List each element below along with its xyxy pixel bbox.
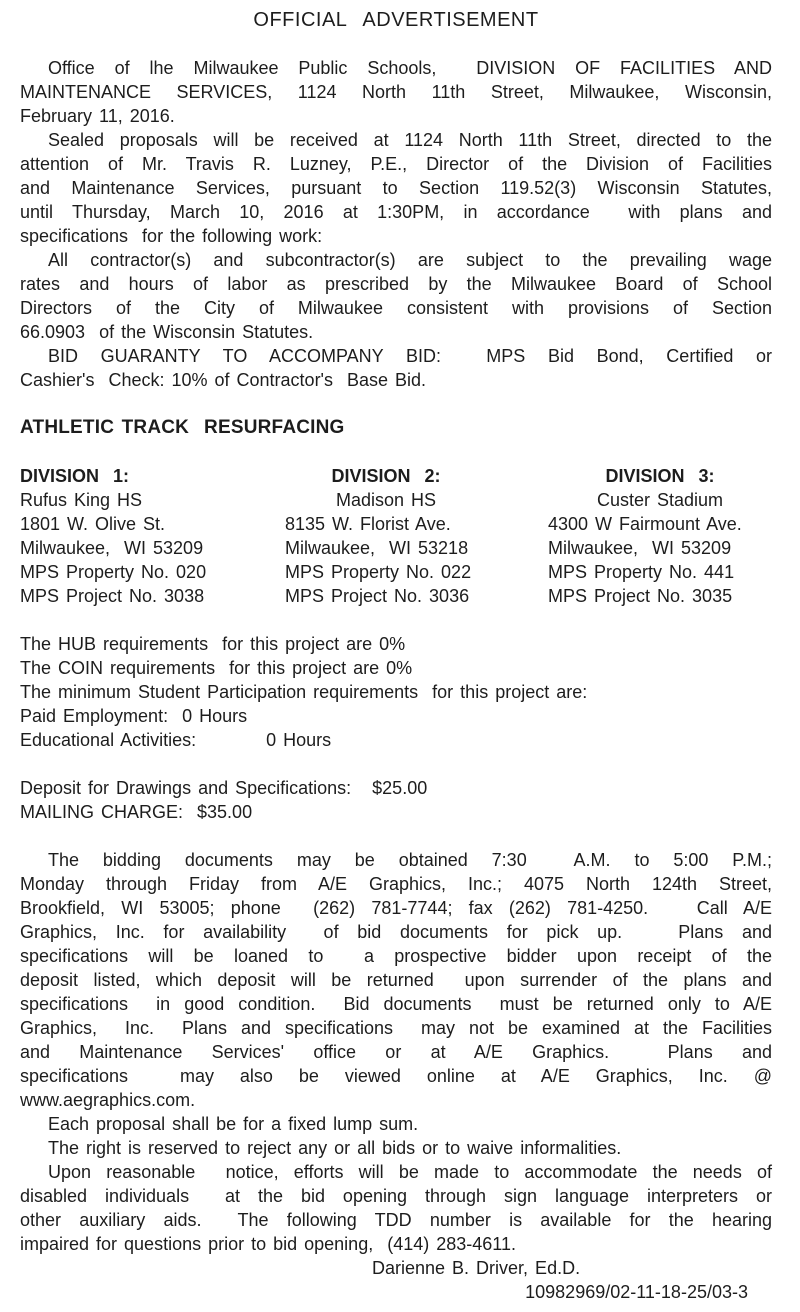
text-line: The bidding documents may be obtained 7:30 A.M. to 5:00 P.M.; — [48, 850, 772, 870]
paragraph — [20, 848, 772, 1112]
text-line: BID GUARANTY TO ACCOMPANY BID: MPS Bid Bond, Certified or — [48, 346, 772, 366]
signature-line: Darienne B. Driver, Ed.D. — [372, 1258, 581, 1278]
division-line: 1801 W. Olive St. — [20, 514, 166, 534]
text-line: Educational Activities: 0 Hours — [20, 730, 332, 750]
document-title: OFFICIAL ADVERTISEMENT — [253, 9, 539, 31]
paragraph — [20, 632, 772, 752]
division-line: MPS Property No. 441 — [548, 562, 735, 582]
division-line: 4300 W Fairmount Ave. — [548, 514, 742, 534]
text-line: specifications may also be viewed online at A/E Graphics, Inc. @ — [20, 1066, 772, 1086]
division-heading: DIVISION 2: — [331, 466, 441, 486]
division-column-3 — [548, 464, 772, 608]
paragraph — [20, 56, 772, 128]
text-line: Graphics, Inc. Plans and specifications may not be examined at the Facilities — [20, 1018, 772, 1038]
text-line: rates and hours of labor as prescribed by the Milwaukee Board of School — [20, 274, 772, 294]
text-line: All contractor(s) and subcontractor(s) are subject to the prevailing wage — [48, 250, 772, 270]
division-name: Madison HS — [335, 490, 437, 510]
division-name: Rufus King HS — [20, 490, 143, 510]
spacer — [20, 824, 772, 848]
spacer — [20, 752, 772, 776]
paragraph — [20, 1136, 772, 1160]
text-line: The COIN requirements for this project are 0% — [20, 658, 413, 678]
division-line: Milwaukee, WI 53209 — [548, 538, 732, 558]
spacer — [20, 32, 772, 56]
text-line: Paid Employment: 0 Hours — [20, 706, 248, 726]
paragraph — [20, 128, 772, 248]
text-line: The minimum Student Participation requirements for this project are: — [20, 682, 588, 702]
division-heading: DIVISION 3: — [605, 466, 715, 486]
text-line: and Maintenance Services, pursuant to Section 119.52(3) Wisconsin Statutes, — [20, 178, 772, 198]
division-line: Milwaukee, WI 53209 — [20, 538, 204, 558]
division-line: Milwaukee, WI 53218 — [285, 538, 469, 558]
text-line: impaired for questions prior to bid opening, (414) 283-4611. — [20, 1234, 516, 1254]
paragraph — [20, 776, 772, 824]
text-line: attention of Mr. Travis R. Luzney, P.E., Director of the Division of Facilities — [20, 154, 772, 174]
division-line: MPS Project No. 3038 — [20, 586, 205, 606]
division-line: MPS Project No. 3036 — [285, 586, 470, 606]
text-line: Cashier's Check: 10% of Contractor's Base Bid. — [20, 370, 427, 390]
text-line: Sealed proposals will be received at 1124 North 11th Street, directed to the — [48, 130, 772, 150]
text-line: MAINTENANCE SERVICES, 1124 North 11th Street, Milwaukee, Wisconsin, — [20, 82, 772, 102]
text-line: Each proposal shall be for a fixed lump sum. — [48, 1114, 419, 1134]
text-line: specifications in good condition. Bid documents must be returned only to A/E — [20, 994, 772, 1014]
division-line: 8135 W. Florist Ave. — [285, 514, 451, 534]
text-line: MAILING CHARGE: $35.00 — [20, 802, 253, 822]
text-line: 66.0903 of the Wisconsin Statutes. — [20, 322, 314, 342]
paragraph — [20, 1160, 772, 1256]
division-heading: DIVISION 1: — [20, 466, 130, 486]
text-line: www.aegraphics.com. — [20, 1090, 196, 1110]
text-line: until Thursday, March 10, 2016 at 1:30PM, in accordance with plans and — [20, 202, 772, 222]
text-line: Monday through Friday from A/E Graphics, Inc.; 4075 North 124th Street, — [20, 874, 772, 894]
paragraph — [20, 344, 772, 392]
text-line: Graphics, Inc. for availability of bid documents for pick up. Plans and — [20, 922, 772, 942]
division-column-2 — [285, 464, 487, 608]
division-name: Custer Stadium — [596, 490, 724, 510]
paragraph — [20, 1112, 772, 1136]
divisions-row — [20, 464, 772, 608]
paragraph — [20, 248, 772, 344]
text-line: deposit listed, which deposit will be returned upon surrender of the plans and — [20, 970, 772, 990]
text-line: specifications for the following work: — [20, 226, 323, 246]
text-line: The right is reserved to reject any or all bids or to waive informalities. — [48, 1138, 622, 1158]
division-column-1 — [20, 464, 270, 608]
division-line: MPS Project No. 3035 — [548, 586, 733, 606]
section-heading: ATHLETIC TRACK RESURFACING — [20, 417, 345, 438]
document-id-line: 10982969/02-11-18-25/03-3 — [525, 1282, 748, 1302]
spacer — [20, 608, 772, 632]
text-line: Brookfield, WI 53005; phone (262) 781-7744; fax (262) 781-4250. Call A/E — [20, 898, 772, 918]
text-line: specifications will be loaned to a prospective bidder upon receipt of the — [20, 946, 772, 966]
text-line: The HUB requirements for this project are 0% — [20, 634, 406, 654]
division-line: MPS Property No. 022 — [285, 562, 472, 582]
text-line: Deposit for Drawings and Specifications: $25.00 — [20, 778, 428, 798]
spacer — [20, 392, 772, 416]
text-line: other auxiliary aids. The following TDD number is available for the hearing — [20, 1210, 772, 1230]
text-line: disabled individuals at the bid opening through sign language interpreters or — [20, 1186, 772, 1206]
text-line: February 11, 2016. — [20, 106, 175, 126]
spacer — [20, 440, 772, 464]
text-line: Upon reasonable notice, efforts will be made to accommodate the needs of — [48, 1162, 772, 1182]
text-line: Directors of the City of Milwaukee consistent with provisions of Section — [20, 298, 772, 318]
text-line: Office of lhe Milwaukee Public Schools, DIVISION OF FACILITIES AND — [48, 58, 772, 78]
division-line: MPS Property No. 020 — [20, 562, 207, 582]
text-line: and Maintenance Services' office or at A/E Graphics. Plans and — [20, 1042, 772, 1062]
